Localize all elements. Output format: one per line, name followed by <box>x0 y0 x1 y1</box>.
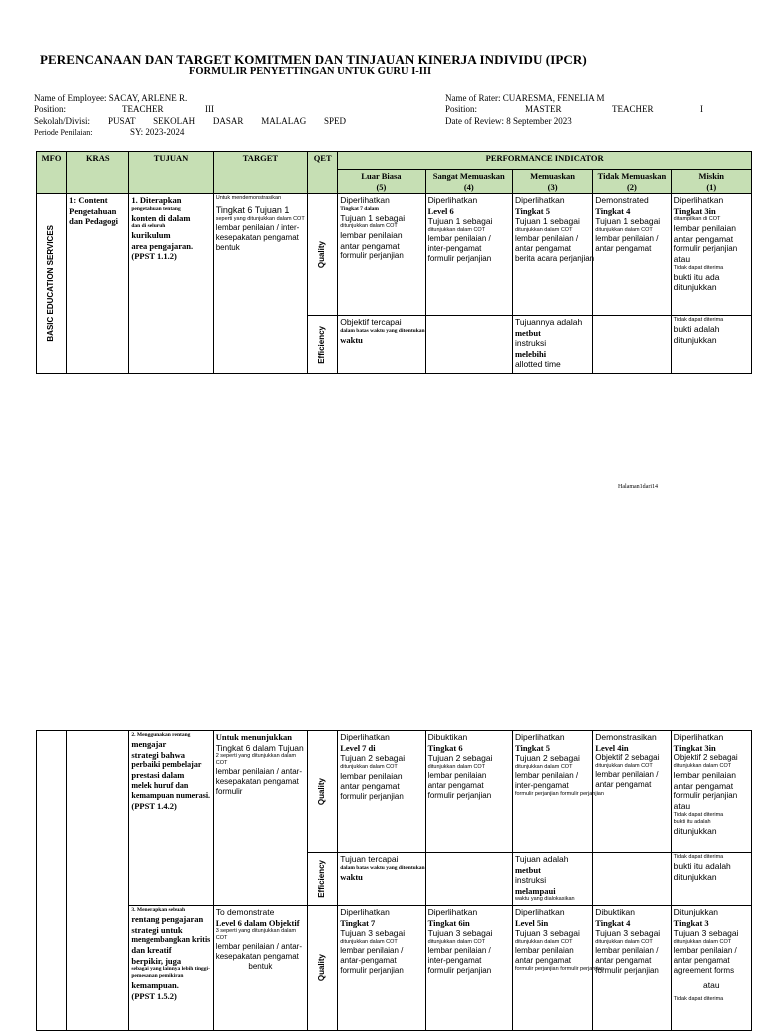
row3-tujuan: 3. Menerapkan sebuah rentang pengajaran strategi untuk mengembangkan kritis dan kreatif berpikir, juga sebagai yang lainnya lebih tinggi- pemesanan pemikiran kemampuan. (PPST 1.5.2) <box>129 906 213 1031</box>
kras-cell-continued <box>67 731 129 1031</box>
employee-grade: III <box>205 104 214 114</box>
kras-cell: 1: Content Pengetahuan dan Pedagogi <box>67 194 129 374</box>
row2-e4 <box>425 853 512 906</box>
header-qet: QET <box>308 152 338 194</box>
row2-q2: Demonstrasikan Level 4in Objektif 2 sebagai ditunjukkan dalam COT lembar penilaian / antar pengamat <box>593 731 671 853</box>
ipcr-table-page1 <box>36 151 752 374</box>
row3-target: To demonstrate Level 6 dalam Objektif 3 seperti yang ditunjukkan dalam COT lembar penilaian / antar- kesepakatan pengamat bentuk <box>213 906 307 1031</box>
row3-q3: Diperlihatkan Level 5in Tujuan 3 sebagai ditunjukkan dalam COT lembar penilaian antar pengamat formulir perjanjian formulir perjanjian <box>512 906 592 1031</box>
row2-q4: Dibuktikan Tingkat 6 Tujuan 2 sebagai ditunjukkan dalam COT lembar penilaian antar pengamat formulir perjanjian <box>425 731 512 853</box>
period-label: Periode Penilaian: <box>34 128 93 137</box>
rater-position-label: Position: <box>445 104 478 114</box>
page-number: Halaman1dari14 <box>618 484 658 490</box>
header-mfo: MFO <box>37 152 67 194</box>
row2-efficiency-label: Efficiency <box>308 853 338 906</box>
row2-q3: Diperlihatkan Tingkat 5 Tujuan 2 sebagai ditunjukkan dalam COT lembar penilaian / inter-pengamat formulir perjanjian formulir perjanjian <box>512 731 592 853</box>
row2-e3: Tujuan adalah metbut instruksi melampaui waktu yang dialokasikan <box>512 853 592 906</box>
header-rating-5: Luar Biasa (5) <box>338 170 425 194</box>
header-performance-indicator: PERFORMANCE INDICATOR <box>338 152 752 170</box>
row1-tujuan: 1. Diterapkan pengetahuan tentang konten di dalam dan di seluruh kurikulum area pengajaran. (PPST 1.1.2) <box>129 194 213 374</box>
row1-q5: Diperlihatkan Tingkat 7 dalam Tujuan 1 sebagai ditunjukkan dalam COT lembar penilaian antar pengamat formulir perjanjian <box>338 194 425 316</box>
header-kras: KRAS <box>67 152 129 194</box>
row2-quality-label: Quality <box>308 731 338 853</box>
review-date: Date of Review: 8 September 2023 <box>445 116 572 126</box>
ipcr-table-page2 <box>36 730 752 1031</box>
row2-q1: Diperlihatkan Tingkat 3in Objektif 2 sebagai ditunjukkan dalam COT lembar penilaian antar pengamat formulir perjanjian atau Tidak dapat diterima bukti itu adalah ditunjukkan <box>671 731 751 853</box>
row1-q2: Demonstrated Tingkat 4 Tujuan 1 sebagai ditunjukkan dalam COT lembar penilaian / antar pengamat <box>593 194 671 316</box>
row1-q1: Diperlihatkan Tingkat 3in ditampilkan di COT lembar penilaian antar pengamat formulir perjanjian atau Tidak dapat diterima bukti itu ada ditunjukkan <box>671 194 751 316</box>
school-label: Sekolah/Divisi: <box>34 116 90 126</box>
mfo-cell-continued <box>37 731 67 1031</box>
row2-target: Untuk menunjukkan Tingkat 6 dalam Tujuan 2 seperti yang ditunjukkan dalam COT lembar penilaian / antar- kesepakatan pengamat formulir <box>213 731 307 906</box>
school-name: PUSAT SEKOLAH DASAR MALALAG SPED <box>108 116 346 126</box>
row1-target: Untuk mendemonstrasikan Tingkat 6 Tujuan 1 seperti yang ditunjukkan dalam COT lembar penilaian / inter- kesepakatan pengamat bentuk <box>213 194 307 374</box>
header-rating-4: Sangat Memuaskan (4) <box>425 170 512 194</box>
header-rating-1: Miskin (1) <box>671 170 751 194</box>
page-title: PERENCANAAN DAN TARGET KOMITMEN DAN TINJAUAN KINERJA INDIVIDU (IPCR) <box>40 52 587 67</box>
employee-name: Name of Employee: SACAY, ARLENE R. <box>34 93 188 103</box>
rater-name: Name of Rater: CUARESMA, FENELIA M <box>445 93 605 103</box>
row3-q5: Diperlihatkan Tingkat 7 Tujuan 3 sebagai ditunjukkan dalam COT lembar penilaian / antar-pengamat formulir perjanjian <box>338 906 425 1031</box>
row1-e4 <box>425 316 512 374</box>
employee-position-label: Position: <box>34 104 67 114</box>
row2-e5: Tujuan tercapai dalam batas waktu yang ditentukan waktu <box>338 853 425 906</box>
row1-e5: Objektif tercapai dalam batas waktu yang ditentukan waktu <box>338 316 425 374</box>
row3-quality-label: Quality <box>308 906 338 1031</box>
page-subtitle: FORMULIR PENYETTINGAN UNTUK GURU I-III <box>188 66 432 77</box>
row1-e1: Tidak dapat diterima bukti adalah ditunjukkan <box>671 316 751 374</box>
row1-e2 <box>593 316 671 374</box>
header-tujuan: TUJUAN <box>129 152 213 194</box>
header-target: TARGET <box>213 152 307 194</box>
row2-q5: Diperlihatkan Level 7 di Tujuan 2 sebagai ditunjukkan dalam COT lembar penilaian antar pengamat formulir perjanjian <box>338 731 425 853</box>
row3-q4: Diperlihatkan Tingkat 6in Tujuan 3 sebagai ditunjukkan dalam COT lembar penilaian / inter-pengamat formulir perjanjian <box>425 906 512 1031</box>
rater-position-1: MASTER <box>525 104 562 114</box>
row2-e2 <box>593 853 671 906</box>
row1-q3: Diperlihatkan Tingkat 5 Tujuan 1 sebagai ditunjukkan dalam COT lembar penilaian / antar pengamat berita acara perjanjian <box>512 194 592 316</box>
row3-q1: Ditunjukkan Tingkat 3 Tujuan 3 sebagai ditunjukkan dalam COT lembar penilaian / antar pengamat agreement forms atau Tidak dapat diterima <box>671 906 751 1031</box>
mfo-cell: BASIC EDUCATION SERVICES <box>37 194 67 374</box>
row1-quality-label: Quality <box>308 194 338 316</box>
rater-grade: I <box>700 104 703 114</box>
row1-efficiency-label: Efficiency <box>308 316 338 374</box>
employee-position: TEACHER <box>122 104 164 114</box>
header-rating-2: Tidak Memuaskan (2) <box>593 170 671 194</box>
rater-position-2: TEACHER <box>612 104 654 114</box>
period-value: SY: 2023-2024 <box>130 127 185 137</box>
row2-e1: Tidak dapat diterima bukti itu adalah ditunjukkan <box>671 853 751 906</box>
row3-q2: Dibuktikan Tingkat 4 Tujuan 3 sebagai ditunjukkan dalam COT lembar penilaian / antar pengamat formulir perjanjian <box>593 906 671 1031</box>
header-rating-3: Memuaskan (3) <box>512 170 592 194</box>
row2-tujuan: 2. Menggunakan rentang mengajar strategi bahwa perbaiki pembelajar prestasi dalam melek huruf dan kemampuan numerasi. (PPST 1.4.2) <box>129 731 213 906</box>
row1-e3: Tujuannya adalah metbut instruksi melebihi allotted time <box>512 316 592 374</box>
row1-q4: Diperlihatkan Level 6 Tujuan 1 sebagai ditunjukkan dalam COT lembar penilaian / inter-pengamat formulir perjanjian <box>425 194 512 316</box>
